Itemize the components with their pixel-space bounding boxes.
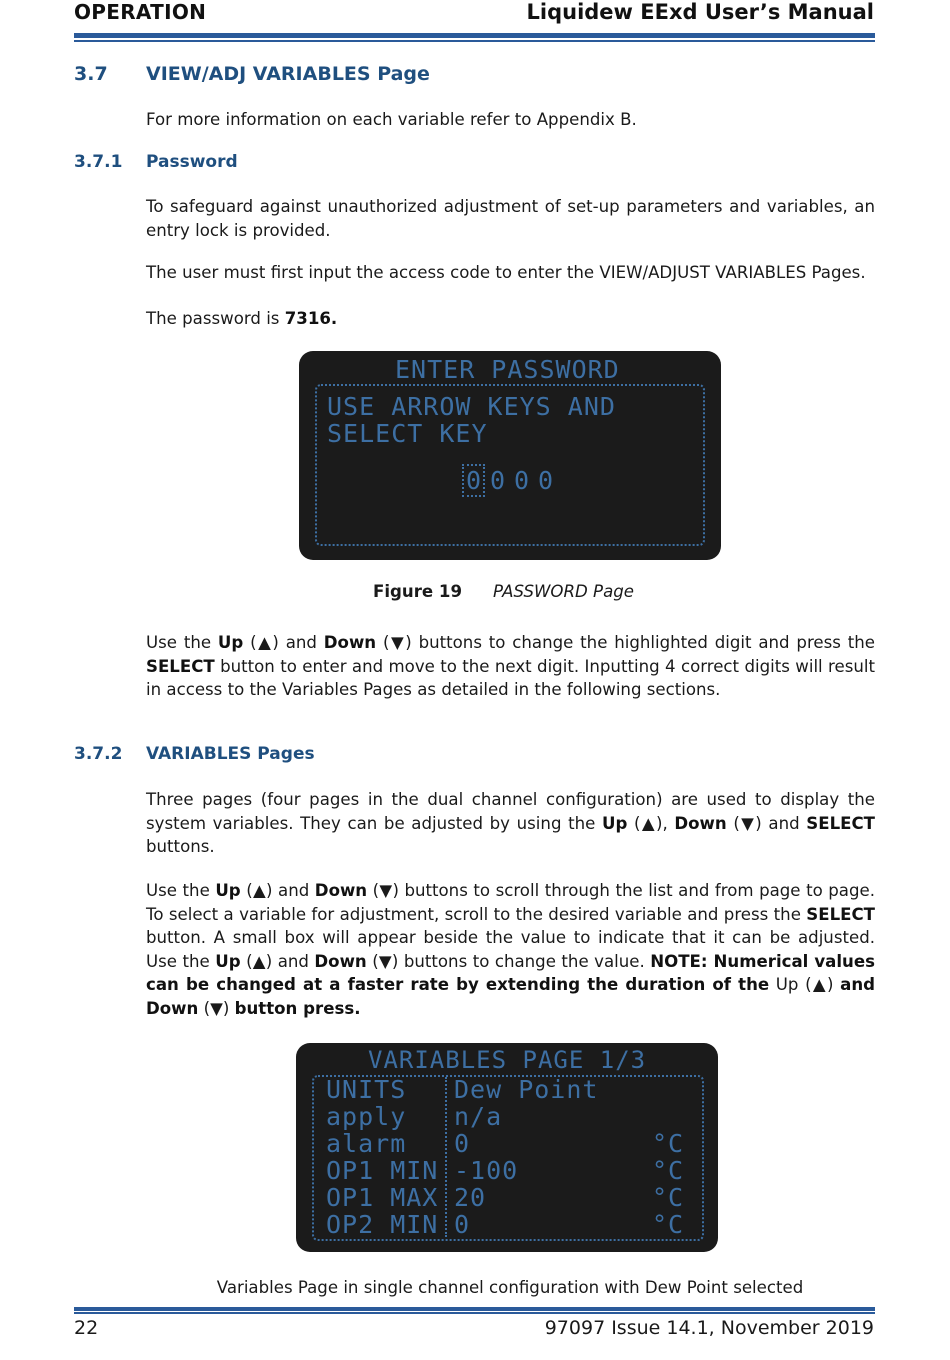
lcd-row-2-value: n/a: [454, 1102, 503, 1131]
text: Three pages (four pages in the dual channel configuration) are used to display the system variables. They can be adjusted by using the: [146, 790, 875, 833]
header-section: OPERATION: [74, 0, 207, 24]
down-term: Down: [323, 633, 377, 652]
lcd-row-6-value: 0: [454, 1210, 471, 1239]
lcd-row-2-name: apply: [326, 1102, 407, 1131]
text: (▲) and: [243, 633, 324, 652]
footer-rule-thick: [74, 1307, 875, 1311]
lcd-row-5-value: 20: [454, 1183, 487, 1212]
header-rule-thin: [74, 40, 875, 42]
lcd-password-line1: USE ARROW KEYS AND: [327, 392, 616, 421]
text: button. A small box will appear beside the value to indicate that it can be adjusted. Use the: [146, 928, 875, 971]
password-para-3: [146, 307, 875, 331]
text: (▼) buttons to change the value.: [366, 951, 651, 971]
section-3-7-1-number: 3.7.1: [74, 152, 123, 172]
footer-page-number: 22: [74, 1317, 99, 1339]
password-para-1: To safeguard against unauthorized adjustment of set-up parameters and variables, an entry lock is provided.: [146, 197, 875, 240]
lcd-variables-divider: [445, 1077, 447, 1237]
note-text: NOTE: Numerical values can be changed at a faster rate by extending the duration of the: [146, 951, 875, 994]
text: (▲) and: [240, 951, 315, 971]
up-term: Up: [602, 813, 628, 833]
up-term: Up: [215, 951, 241, 971]
variables-figure-caption: Variables Page in single channel configuration with Dew Point selected: [216, 1278, 804, 1297]
select-term: SELECT: [146, 656, 215, 676]
section-3-7-2-number: 3.7.2: [74, 744, 123, 764]
text: buttons.: [146, 837, 215, 856]
select-term: SELECT: [806, 813, 875, 833]
lcd-row-4-name: OP1 MIN: [326, 1156, 439, 1185]
footer-rule-thin: [74, 1312, 875, 1314]
password-prefix: The password is: [146, 309, 285, 328]
text: Up (▲): [769, 975, 841, 994]
text: Use the: [146, 881, 216, 900]
text: (▲) and: [240, 881, 315, 900]
lcd-digit-3: 0: [514, 466, 531, 495]
section-3-7-title: VIEW/ADJ VARIABLES Page: [146, 63, 430, 85]
lcd-digit-2: 0: [490, 466, 507, 495]
header-rule-thick: [74, 33, 875, 38]
header-manual-title: Liquidew EExd User’s Manual: [526, 0, 874, 24]
lcd-row-3-unit: °C: [652, 1129, 685, 1158]
text: Use the: [146, 633, 218, 652]
text: (▲),: [627, 813, 675, 833]
text: (▼) buttons to change the highlighted digit and press the: [376, 633, 875, 652]
lcd-row-3-value: 0: [454, 1129, 471, 1158]
lcd-digit-4: 0: [538, 466, 555, 495]
up-term: Up: [217, 633, 244, 652]
section-3-7-intro: For more information on each variable refer to Appendix B.: [146, 110, 637, 129]
password-para-2: The user must first input the access code to enter the VIEW/ADJUST VARIABLES Pages.: [146, 263, 866, 282]
password-buttons-para: [146, 631, 875, 702]
note-end: button press.: [234, 998, 361, 1018]
down-term: Down: [314, 951, 367, 971]
lcd-row-1-name: UNITS: [326, 1075, 407, 1104]
lcd-row-5-unit: °C: [652, 1183, 685, 1212]
lcd-row-6-unit: °C: [652, 1210, 685, 1239]
lcd-row-3-name: alarm: [326, 1129, 407, 1158]
lcd-password-line2: SELECT KEY: [327, 419, 488, 448]
down-term: Down: [314, 881, 368, 900]
text: (▼) and: [726, 813, 807, 833]
section-3-7-number: 3.7: [74, 63, 108, 85]
password-lcd-screen: [299, 351, 721, 560]
variables-lcd-screen: [296, 1043, 718, 1252]
text: button to enter and move to the next digit. Inputting 4 correct digits will result in access to the Variables Pages as detailed in the following sections.: [146, 656, 875, 699]
lcd-password-title: ENTER PASSWORD: [395, 355, 620, 384]
down-term: Down: [146, 998, 199, 1018]
lcd-digit-1-selected: 0: [462, 464, 485, 497]
lcd-row-4-value: -100: [454, 1156, 519, 1185]
lcd-row-5-name: OP1 MAX: [326, 1183, 439, 1212]
lcd-row-1-value: Dew Point: [454, 1075, 599, 1104]
text: (▼) buttons to scroll through the list and from page to page. To select a variable for adjustment, scroll to the desired variable and press the: [146, 881, 875, 924]
variables-para-1: [146, 788, 875, 859]
variables-para-2: [146, 879, 875, 1020]
down-term: Down: [674, 813, 727, 833]
figure-19-caption: PASSWORD Page: [493, 582, 634, 601]
section-3-7-2-title: VARIABLES Pages: [146, 744, 315, 764]
footer-doc-info: 97097 Issue 14.1, November 2019: [544, 1317, 874, 1339]
and-term: and: [840, 975, 876, 994]
text: (▼): [198, 998, 235, 1018]
select-term: SELECT: [806, 904, 875, 924]
lcd-row-6-name: OP2 MIN: [326, 1210, 439, 1239]
figure-19-label: Figure 19: [373, 582, 463, 601]
lcd-row-4-unit: °C: [652, 1156, 685, 1185]
up-term: Up: [215, 881, 241, 900]
lcd-variables-title: VARIABLES PAGE 1/3: [368, 1046, 647, 1074]
password-value: 7316.: [284, 309, 338, 328]
section-3-7-1-title: Password: [146, 152, 238, 172]
